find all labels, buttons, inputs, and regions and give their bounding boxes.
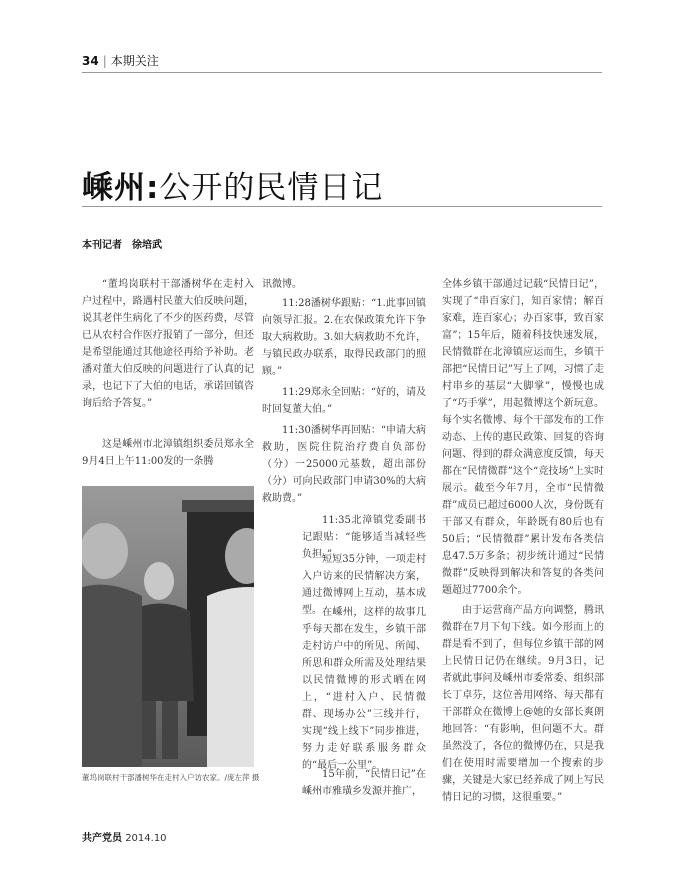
col2-paragraph-6: 短短35分钟，一项走村入户访来的民情解决方案，通过微博网上互动，基本成型。 <box>302 554 426 616</box>
section-name: 本期关注 <box>110 54 159 68</box>
article-photo <box>82 486 254 767</box>
col2-paragraph-2: 11:28潘树华跟贴：“1.此事回镇向领导汇报。2.在农保政策允许下争取大病救助。3.如大病救助不允许，与镇民政办联系，取得民政部门的照顾。” <box>262 298 426 377</box>
col2-paragraph-1: 讯微博。 <box>262 279 302 290</box>
page-header <box>82 52 159 69</box>
header-divider <box>82 72 602 73</box>
col2-paragraph-4: 11:30潘树华再回贴：“申请大病救助，医院住院治疗费自负部份（分）一25000元基数，超出部份（分）可向民政部门申请30%的大病救助费。” <box>262 425 426 504</box>
title-divider <box>82 206 602 207</box>
article-title <box>82 162 383 207</box>
page-footer <box>82 829 167 844</box>
col3-paragraph-2: 由于运营商产品方向调整，腾讯微群在7月下旬下线。如今形而上的群是看不到了，但每位乡镇干部的网上民情日记仍在继续。9月3日，记者就此事问及嵊州市委常委、组织部长丁卓芬，这位善用网络、每天都有干部群众在微博上@她的女部长爽朗地回答：“有影响，但问题不大。群虽然没了，各位的微博仍在，只是我们在使用时需要增加一个搜索的步骤，关键是大家已经养成了网上写民情日记的习惯，这很重要。” <box>442 605 604 803</box>
title-place: 嵊州 <box>82 170 146 206</box>
byline: 本刊记者 徐培武 <box>82 240 162 251</box>
title-colon: : <box>146 170 160 206</box>
issue-date: 2014.10 <box>125 833 167 844</box>
col1-paragraph-2: 这是嵊州市北漳镇组织委员郑永全9月4日上午11:00发的一条腾 <box>82 439 254 467</box>
col1-paragraph-1: “董坞岗联村干部潘树华在走村入户过程中，路遇村民董大伯反映问题，说其老伴生病化了不少的医药费，尽管已从农村合作医疗报销了一部分，但还是希望能通过其他途径再给予补助。老潘对董大伯反映的问题进行了认真的记录，也记下了大伯的电话，承诺回镇咨询后给予答复。” <box>82 279 254 409</box>
col3-paragraph-1: 全体乡镇干部通过记载“民情日记”，实现了“串百家门，知百家情；解百家难，连百家心；办百家事，致百家富”；15年后，随着科技快速发展，民情微群在北漳镇应运而生，乡镇干部把“民情日记”写上了网，习惯了走村串乡的基层“大脚掌”，慢慢也成了“巧手掌”，用起微博这个新玩意。每个实名微博、每个干部发布的工作动态、上传的惠民政策、回复的咨询问题、得到的群众满意度反馈，每天都在“民情微群”这个“竞技场”上实时展示。截至今年7月，全市“民情微群”成员已超过6000人次，身份既有干部又有群众，年龄既有80后也有50后；“民情微群”累计发布各类信息47.5万多条；初步统计通过“民情微群”反映得到解决和答复的各类问题超过7700余个。 <box>442 279 604 596</box>
col2-paragraph-7: 在嵊州，这样的故事几乎每天都在发生，乡镇干部走村访户中的所见、所闻、所思和群众所需及处理结果以民情微博的形式晒在网上，“进村入户、民情微群、现场办公”三线并行，实现“线上线下”同步推进，努力走好联系服务群众的“最后一公里”。 <box>302 607 426 771</box>
page-number: 34 <box>82 54 99 68</box>
magazine-logo: 共产党员 <box>82 833 122 844</box>
header-separator: | <box>102 54 107 68</box>
title-rest: 公开的民情日记 <box>159 170 384 206</box>
col2-paragraph-5: 11:35北漳镇党委副书记跟贴：“能够适当减轻些负担。” <box>302 515 426 560</box>
col2-paragraph-8: 15年前，“民情日记”在嵊州市雅璜乡发源并推广， <box>302 769 426 797</box>
photo-caption: 董坞岗联村干部潘树华在走村入户访农家。/庞左萍 摄 <box>82 773 260 782</box>
col2-paragraph-3: 11:29郑永全回贴：“好的，请及时回复董大伯。” <box>262 387 426 415</box>
